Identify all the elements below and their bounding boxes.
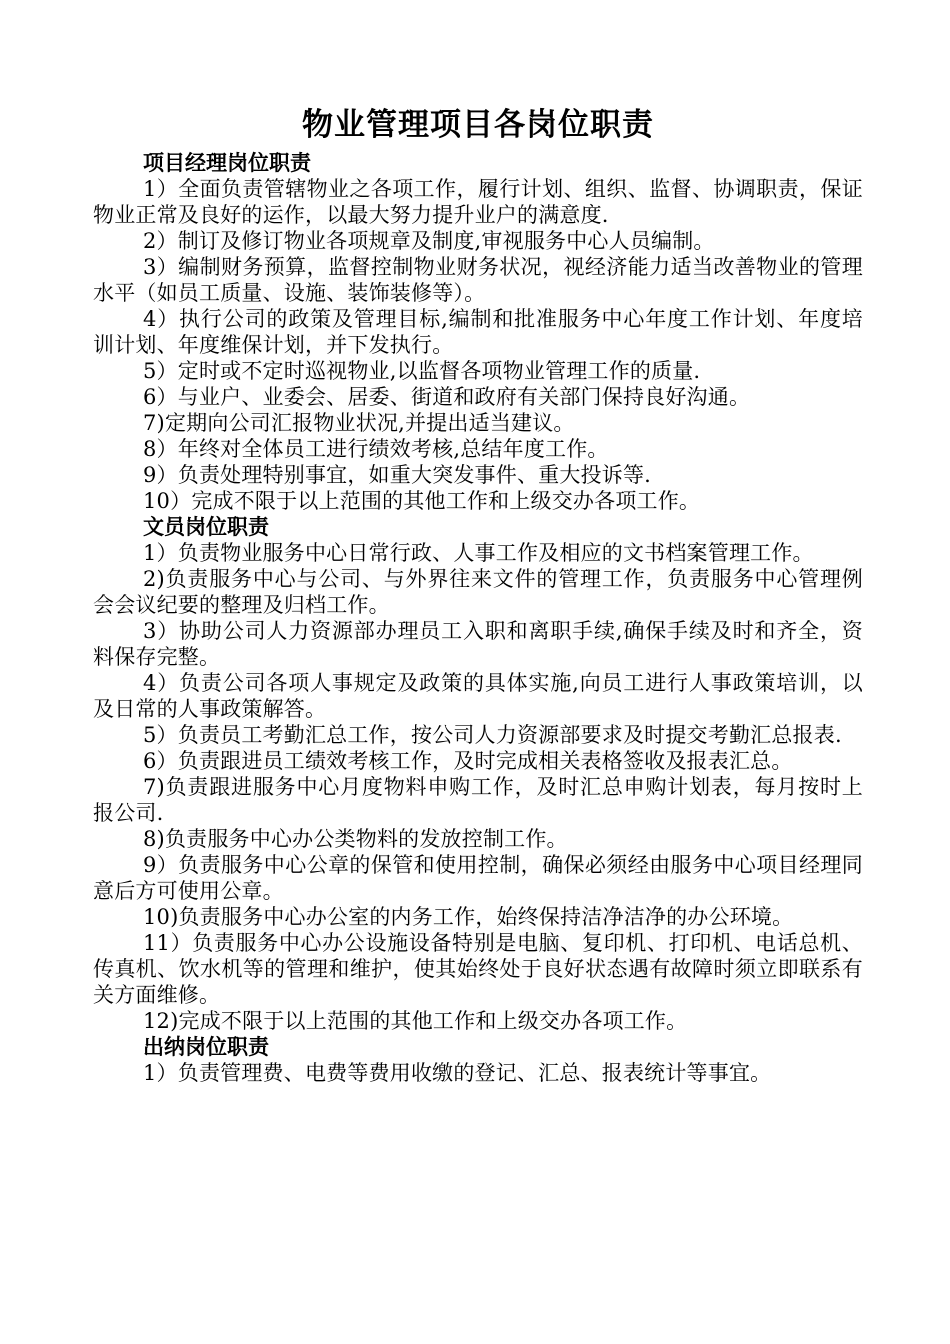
duty-item: 8）年终对全体员工进行绩效考核,总结年度工作。 (143, 437, 609, 461)
duty-item: 1）负责管理费、电费等费用收缴的登记、汇总、报表统计等事宜。 (143, 1061, 772, 1085)
duty-item: 8)负责服务中心办公类物料的发放控制工作。 (143, 827, 568, 851)
section-heading: 出纳岗位职责 (143, 1035, 269, 1059)
duty-item: 7)定期向公司汇报物业状况,并提出适当建议。 (143, 411, 575, 435)
duty-item: 11）负责服务中心办公设施设备特别是电脑、复印机、打印机、电话总机、传真机、饮水机等的管理和维护，使其始终处于良好状态遇有故障时须立即联系有关方面维修。 (93, 931, 863, 1007)
duty-item: 3）编制财务预算，监督控制物业财务状况，视经济能力适当改善物业的管理水平（如员工质量、设施、装饰装修等）。 (93, 255, 863, 305)
duty-item: 2）制订及修订物业各项规章及制度,审视服务中心人员编制。 (143, 229, 715, 253)
duty-item: 2)负责服务中心与公司、与外界往来文件的管理工作，负责服务中心管理例会会议纪要的整理及归档工作。 (93, 567, 863, 617)
duty-item: 6）与业户、业委会、居委、街道和政府有关部门保持良好沟通。 (143, 385, 751, 409)
duty-item: 12)完成不限于以上范围的其他工作和上级交办各项工作。 (143, 1009, 688, 1033)
section-project-manager (93, 150, 863, 514)
duty-item: 1）全面负责管辖物业之各项工作，履行计划、组织、监督、协调职责，保证物业正常及良好的运作，以最大努力提升业户的满意度. (93, 177, 863, 227)
duty-item: 10)负责服务中心办公室的内务工作，始终保持洁净洁净的办公环境。 (143, 905, 794, 929)
duty-item: 7)负责跟进服务中心月度物料申购工作，及时汇总申购计划表，每月按时上报公司. (93, 775, 863, 825)
document-page (93, 102, 863, 1086)
duty-item: 9）负责处理特别事宜，如重大突发事件、重大投诉等. (143, 463, 652, 487)
duty-item: 5）定时或不定时巡视物业,以监督各项物业管理工作的质量. (143, 359, 701, 383)
section-heading: 项目经理岗位职责 (143, 151, 311, 175)
section-heading: 文员岗位职责 (143, 515, 269, 539)
section-clerk (93, 514, 863, 1034)
duty-item: 5）负责员工考勤汇总工作，按公司人力资源部要求及时提交考勤汇总报表. (143, 723, 842, 747)
duty-item: 1）负责物业服务中心日常行政、人事工作及相应的文书档案管理工作。 (143, 541, 814, 565)
document-title: 物业管理项目各岗位职责 (302, 107, 654, 143)
duty-item: 4）执行公司的政策及管理目标,编制和批准服务中心年度工作计划、年度培训计划、年度维保计划，并下发执行。 (93, 307, 863, 357)
duty-item: 4）负责公司各项人事规定及政策的具体实施,向员工进行人事政策培训，以及日常的人事政策解答。 (93, 671, 863, 721)
section-cashier (93, 1034, 863, 1086)
duty-item: 9）负责服务中心公章的保管和使用控制，确保必须经由服务中心项目经理同意后方可使用公章。 (93, 853, 863, 903)
duty-item: 10）完成不限于以上范围的其他工作和上级交办各项工作。 (143, 489, 701, 513)
duty-item: 3）协助公司人力资源部办理员工入职和离职手续,确保手续及时和齐全，资料保存完整。 (93, 619, 863, 669)
duty-item: 6）负责跟进员工绩效考核工作，及时完成相关表格签收及报表汇总。 (143, 749, 793, 773)
